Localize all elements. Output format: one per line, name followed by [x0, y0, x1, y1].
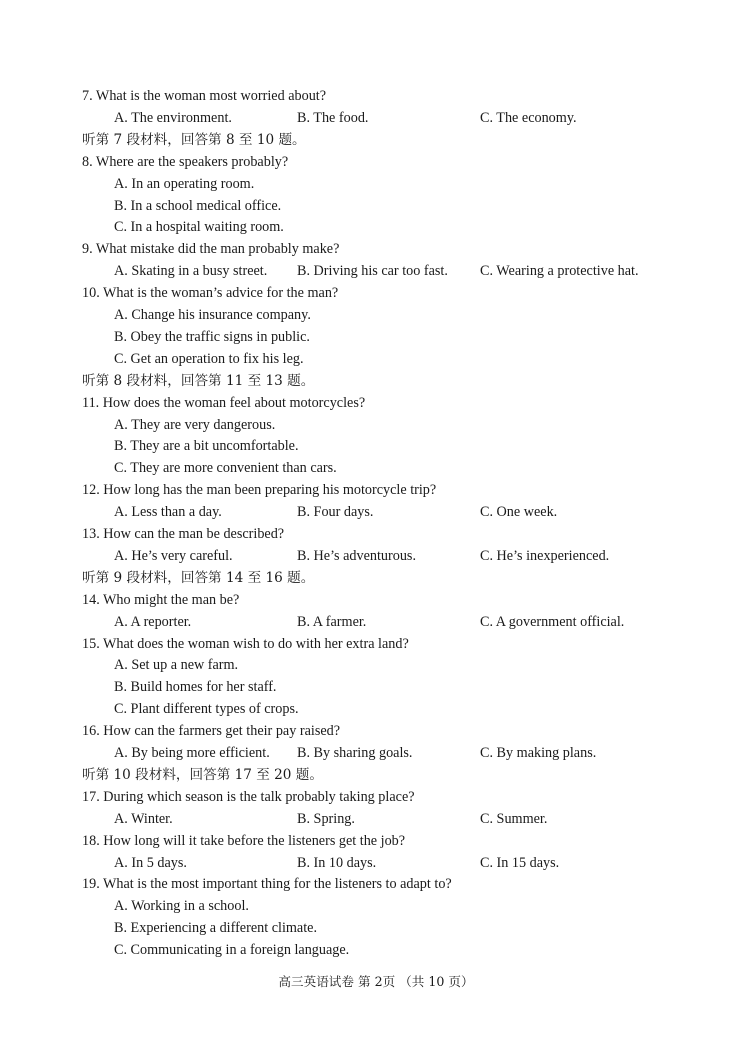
answer-option-c: C. By making plans. — [480, 745, 597, 761]
answer-options-row — [0, 612, 752, 632]
answer-option-a: A. Winter. — [114, 810, 173, 827]
answer-option: B. Obey the traffic signs in public. — [114, 328, 310, 345]
answer-option: A. Change his insurance company. — [114, 307, 311, 323]
answer-option: A. In an operating room. — [114, 175, 255, 192]
answer-option-a: A. The environment. — [114, 109, 232, 126]
answer-option-b: B. In 10 days. — [297, 854, 377, 871]
answer-option-c: C. One week. — [480, 504, 558, 521]
answer-options-row — [0, 546, 752, 566]
question-stem: 16. How can the farmers get their pay raised? — [82, 723, 341, 740]
answer-option-a: A. A reporter. — [114, 613, 192, 630]
answer-option-c: C. A government official. — [480, 613, 625, 630]
question-stem: 9. What mistake did the man probably make? — [82, 241, 340, 258]
question-stem: 8. Where are the speakers probably? — [82, 153, 289, 170]
answer-option: C. Plant different types of crops. — [114, 701, 299, 718]
answer-option: C. Get an operation to fix his leg. — [114, 350, 304, 367]
answer-option-b: B. He’s adventurous. — [297, 547, 416, 564]
question-stem: 11. How does the woman feel about motorcycles? — [82, 394, 366, 411]
answer-option: A. Working in a school. — [114, 898, 249, 915]
answer-option-b: B. The food. — [297, 109, 369, 126]
answer-options-row — [0, 853, 752, 873]
answer-option-b: B. Driving his car too fast. — [297, 263, 448, 280]
answer-option-a: A. He’s very careful. — [114, 547, 233, 564]
question-stem: 7. What is the woman most worried about? — [82, 88, 327, 104]
answer-option-a: A. Less than a day. — [114, 504, 222, 521]
answer-option-c: C. Summer. — [480, 810, 548, 827]
question-stem: 10. What is the woman’s advice for the man? — [82, 285, 339, 302]
answer-option-a: A. In 5 days. — [114, 854, 187, 871]
question-stem: 17. During which season is the talk probably taking place? — [82, 788, 415, 805]
answer-option-b: B. Spring. — [297, 810, 355, 827]
answer-options-row — [0, 261, 752, 281]
question-stem: 12. How long has the man been preparing his motorcycle trip? — [82, 482, 437, 499]
answer-option: A. They are very dangerous. — [114, 416, 276, 433]
answer-option-a: A. Skating in a busy street. — [114, 263, 268, 280]
answer-option-c: C. The economy. — [480, 109, 577, 126]
answer-option: C. Communicating in a foreign language. — [114, 942, 350, 959]
answer-options-row — [0, 108, 752, 128]
page-footer: 高三英语试卷 第 2页 （共 10 页） — [278, 974, 474, 989]
answer-option: B. Experiencing a different climate. — [114, 920, 318, 937]
section-instruction: 听第 8 段材料，回答第 11 至 13 题。 — [82, 372, 315, 389]
answer-option-b: B. By sharing goals. — [297, 745, 413, 761]
question-stem: 19. What is the most important thing for the listeners to adapt to? — [82, 876, 452, 893]
answer-option-c: C. He’s inexperienced. — [480, 547, 610, 564]
answer-option: C. They are more convenient than cars. — [114, 460, 337, 477]
question-stem: 18. How long will it take before the listeners get the job? — [82, 832, 406, 849]
answer-option-a: A. By being more efficient. — [114, 745, 270, 761]
answer-options-row — [0, 502, 752, 522]
question-stem: 14. Who might the man be? — [82, 591, 240, 608]
answer-options-row — [0, 809, 752, 829]
answer-option: A. Set up a new farm. — [114, 657, 239, 674]
question-stem: 13. How can the man be described? — [82, 526, 285, 542]
answer-option: B. They are a bit uncomfortable. — [114, 438, 299, 455]
answer-option-b: B. A farmer. — [297, 613, 367, 630]
section-instruction: 听第 9 段材料，回答第 14 至 16 题。 — [82, 569, 315, 586]
answer-option: B. In a school medical office. — [114, 197, 282, 214]
answer-option: C. In a hospital waiting room. — [114, 219, 284, 236]
answer-options-row — [0, 743, 752, 763]
answer-option-c: C. Wearing a protective hat. — [480, 263, 639, 280]
section-instruction: 听第 7 段材料，回答第 8 至 10 题。 — [82, 131, 306, 148]
answer-option-b: B. Four days. — [297, 504, 374, 521]
section-instruction: 听第 10 段材料，回答第 17 至 20 题。 — [82, 766, 323, 783]
question-stem: 15. What does the woman wish to do with her extra land? — [82, 635, 409, 652]
answer-option-c: C. In 15 days. — [480, 854, 560, 871]
answer-option: B. Build homes for her staff. — [114, 679, 277, 696]
